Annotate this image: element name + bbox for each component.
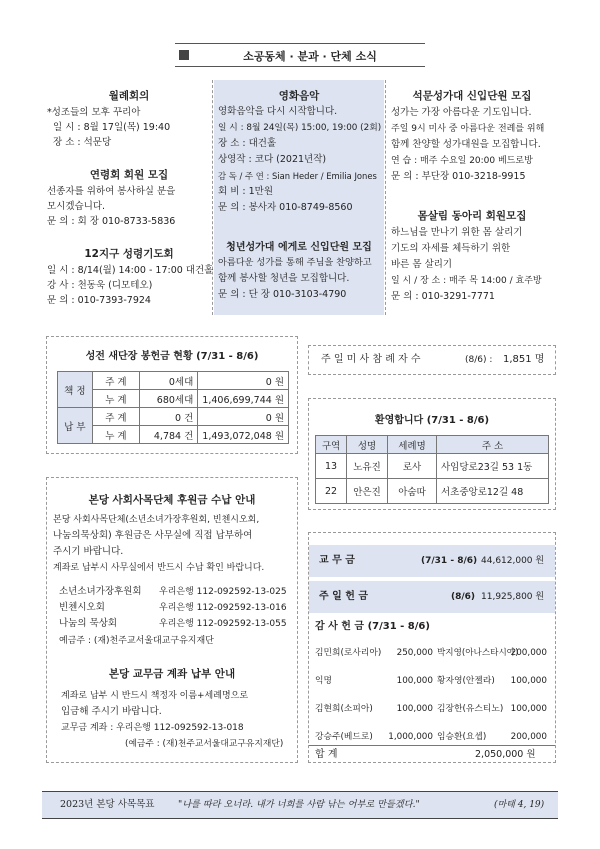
attendance-label: 주 일 미 사 참 례 자 수 <box>321 354 421 365</box>
footer-goal: 2023년 본당 사목목표 <box>60 799 155 810</box>
header-cell-name: 성명 <box>347 436 388 454</box>
cell-address: 사임당로23길 53 1동 <box>437 454 549 479</box>
choir-line-3: 함께 찬양할 성가대원을 모집합니다. <box>391 139 541 150</box>
meeting-sub: *성조들의 모후 꾸리아 <box>47 107 141 118</box>
attendance-box <box>308 345 556 375</box>
recruit-line-2: 모시겠습니다. <box>47 201 106 212</box>
donor-name: 황자영(안젤라) <box>437 676 495 686</box>
finance-dues-period: (7/31 - 8/6) <box>421 556 478 566</box>
choir-line-1: 성가는 가장 아름다운 기도입니다. <box>391 107 532 118</box>
cell-name: 노유진 <box>347 454 388 479</box>
account-bank: 우리은행 112-092592-13-055 <box>159 619 287 629</box>
cell-address: 서초중앙로12길 48 <box>437 479 549 504</box>
thanks-title: 감 사 헌 금 (7/31 - 8/6) <box>315 621 430 632</box>
table-row <box>316 454 549 479</box>
finance-box <box>308 532 556 763</box>
meeting-place: 장 소 : 석문당 <box>53 137 112 148</box>
table-row <box>316 479 549 504</box>
account-name: 나눔의 묵상회 <box>59 618 118 629</box>
movie-line-1: 영화음악을 다시 시작합니다. <box>218 106 338 117</box>
donor-amount: 1,000,000 <box>388 732 433 742</box>
attendance-value: 1,851 명 <box>503 354 545 365</box>
body-line-5: 문 의 : 010-3291-7771 <box>391 291 495 302</box>
choir-title: 석문성가대 신입단원 모집 <box>412 90 532 102</box>
support-para-3: 주시기 바랍니다. <box>53 546 124 557</box>
fund-amount-cell: 0 원 <box>198 372 289 390</box>
movie-line-4: 상영작 : 코다 (2021년작) <box>218 154 327 165</box>
donor-name: 강승주(베드로) <box>315 732 373 742</box>
table-row <box>58 426 289 444</box>
support-box <box>46 477 298 763</box>
donor-amount: 100,000 <box>396 704 433 714</box>
body-line-2: 기도의 자세를 체득하기 위한 <box>391 243 511 254</box>
donor-name: 김장한(유스티노) <box>437 704 504 714</box>
footer-ref: (마태 4, 19) <box>494 800 545 810</box>
cell-baptism: 로사 <box>388 454 437 479</box>
account-bank: 우리은행 112-092592-13-016 <box>159 603 287 613</box>
choir-line-4: 연 습 : 매주 수요일 20:00 베드로방 <box>391 156 533 166</box>
movie-line-3: 장 소 : 대건홀 <box>218 138 277 149</box>
table-row <box>58 408 289 426</box>
donor-amount: 200,000 <box>510 648 547 658</box>
fund-label-cell: 누 계 <box>92 390 140 408</box>
finance-dues-label: 교 무 금 <box>319 555 355 566</box>
movie-line-6: 회 비 : 1만원 <box>218 186 274 197</box>
welcome-title: 환영합니다 (7/31 - 8/6) <box>374 415 490 426</box>
header-cell-address: 주 소 <box>437 436 549 454</box>
fund-box <box>46 336 298 454</box>
youth-title: 청년성가대 에게로 신입단원 모집 <box>226 242 372 253</box>
finance-collection-period: (8/6) <box>451 592 476 602</box>
finance-dues-row <box>309 545 555 577</box>
account-name: 소년소녀가장후원회 <box>59 586 142 597</box>
dues-line-3: 교무금 계좌 : 우리은행 112-092592-13-018 <box>61 723 244 733</box>
donor-name: 김현희(소피아) <box>315 704 373 714</box>
attendance-date: (8/6) : <box>465 355 493 365</box>
cell-name: 안은진 <box>347 479 388 504</box>
meeting-date: 일 시 : 8월 17일(목) 19:40 <box>53 122 171 133</box>
fund-count-cell: 0 건 <box>140 408 198 426</box>
page-title: 소공동체 · 분과 · 단체 소식 <box>243 50 377 63</box>
footer-bar <box>42 791 558 819</box>
header-marker <box>179 50 189 60</box>
movie-line-7: 문 의 : 봉사자 010-8749-8560 <box>218 202 353 213</box>
body-line-1: 하느님을 만나기 위한 몸 살리기 <box>391 227 523 238</box>
support-title: 본당 사회사목단체 후원금 수납 안내 <box>88 494 256 506</box>
welcome-table <box>315 435 549 504</box>
body-title: 몸살림 동아리 회원모집 <box>417 210 527 222</box>
donor-amount: 200,000 <box>510 732 547 742</box>
youth-line-1: 아름다운 성가를 통해 주님을 찬양하고 <box>218 257 372 268</box>
account-name: 빈첸시오회 <box>59 602 105 613</box>
fund-label-cell: 주 계 <box>92 372 140 390</box>
column-1 <box>45 80 213 315</box>
dues-line-1: 계좌로 납부 시 반드시 책정자 이름+세례명으로 <box>61 691 249 701</box>
header-bar <box>175 43 425 67</box>
cell-baptism: 아숨따 <box>388 479 437 504</box>
choir-line-2: 주일 9시 미사 중 아름다운 전례를 위해 <box>391 124 545 134</box>
fund-title: 성전 새단장 봉헌금 현황 (7/31 - 8/6) <box>85 351 259 362</box>
donor-name: 임승환(요셉) <box>437 732 487 742</box>
donor-name: 박지영(아나스타시아) <box>437 648 519 658</box>
fund-label-cell: 누 계 <box>92 426 140 444</box>
column-3 <box>385 80 557 315</box>
footer-quote: "나를 따라 오너라. 내가 너희를 사람 낚는 어부로 만들겠다." <box>178 799 420 810</box>
donor-amount: 250,000 <box>396 648 433 658</box>
header-cell-district: 구역 <box>316 436 347 454</box>
header-cell-baptism: 세례명 <box>388 436 437 454</box>
prayer-line-2: 강 사 : 천동욱 (디모테오) <box>47 280 153 291</box>
finance-dues-value: 44,612,000 원 <box>481 556 545 566</box>
support-para-1: 본당 사회사목단체(소년소녀가장후원회, 빈첸시오회, <box>53 515 260 525</box>
finance-collection-label: 주 일 헌 금 <box>319 591 369 602</box>
cell-district: 22 <box>316 479 347 504</box>
dues-line-2: 입금해 주시기 바랍니다. <box>61 706 162 717</box>
fund-count-cell: 680세대 <box>140 390 198 408</box>
movie-line-5: 감 독 / 주 연 : Sian Heder / Emilia Jones <box>218 171 377 181</box>
fund-group-cell: 납 부 <box>58 408 93 444</box>
youth-line-2: 함께 봉사할 청년을 모집합니다. <box>218 273 350 284</box>
body-line-3: 바른 몸 살리기 <box>391 259 453 270</box>
prayer-line-3: 문 의 : 010-7393-7924 <box>47 295 151 306</box>
dues-line-4: (예금주 : (재)천주교서울대교구유지재단) <box>125 739 284 749</box>
account-holder: 예금주 : (재)천주교서울대교구유지재단 <box>59 636 214 646</box>
donor-amount: 100,000 <box>396 676 433 686</box>
meeting-title: 월례회의 <box>108 90 150 102</box>
total-divider <box>309 745 555 746</box>
recruit-title: 연령회 회원 모집 <box>89 169 169 181</box>
cell-district: 13 <box>316 454 347 479</box>
column-2 <box>214 80 384 315</box>
welcome-box <box>308 398 556 510</box>
fund-count-cell: 4,784 건 <box>140 426 198 444</box>
fund-amount-cell: 1,406,699,744 원 <box>198 390 289 408</box>
fund-amount-cell: 0 원 <box>198 408 289 426</box>
total-value: 2,050,000 원 <box>475 749 536 760</box>
total-label: 합 계 <box>315 749 338 760</box>
support-para-4: 계좌로 납부시 사무실에서 반드시 수납 확인 바랍니다. <box>53 563 265 573</box>
body-line-4: 일 시 / 장 소 : 매주 목 14:00 / 효주방 <box>391 276 542 286</box>
prayer-line-1: 일 시 : 8/14(월) 14:00 - 17:00 대건홀 <box>47 265 214 276</box>
fund-table <box>57 371 289 444</box>
movie-line-2: 일 시 : 8월 24일(목) 15:00, 19:00 (2회) <box>218 123 382 133</box>
fund-label-cell: 주 계 <box>92 408 140 426</box>
recruit-line-3: 문 의 : 회 장 010-8733-5836 <box>47 216 176 227</box>
fund-amount-cell: 1,493,072,048 원 <box>198 426 289 444</box>
fund-group-cell: 책 정 <box>58 372 93 408</box>
choir-line-5: 문 의 : 부단장 010-3218-9915 <box>391 171 526 182</box>
donor-amount: 100,000 <box>510 676 547 686</box>
table-row <box>58 390 289 408</box>
table-row <box>58 372 289 390</box>
table-header-row <box>316 436 549 454</box>
dues-title: 본당 교무금 계좌 납부 안내 <box>108 668 236 680</box>
youth-line-3: 문 의 : 단 장 010-3103-4790 <box>218 289 347 300</box>
fund-count-cell: 0세대 <box>140 372 198 390</box>
donor-amount: 100,000 <box>510 704 547 714</box>
finance-collection-value: 11,925,800 원 <box>481 592 545 602</box>
support-para-2: 나눔의묵상회) 후원금은 사무실에 직접 납부하여 <box>53 530 253 541</box>
finance-collection-row <box>309 581 555 613</box>
account-bank: 우리은행 112-092592-13-025 <box>159 587 287 597</box>
prayer-title: 12지구 성령기도회 <box>84 248 174 260</box>
donor-name: 익명 <box>315 676 332 686</box>
recruit-line-1: 선종자를 위하여 봉사하실 분을 <box>47 186 176 197</box>
movie-title: 영화음악 <box>278 90 320 102</box>
donor-name: 김민희(로사리아) <box>315 648 382 658</box>
